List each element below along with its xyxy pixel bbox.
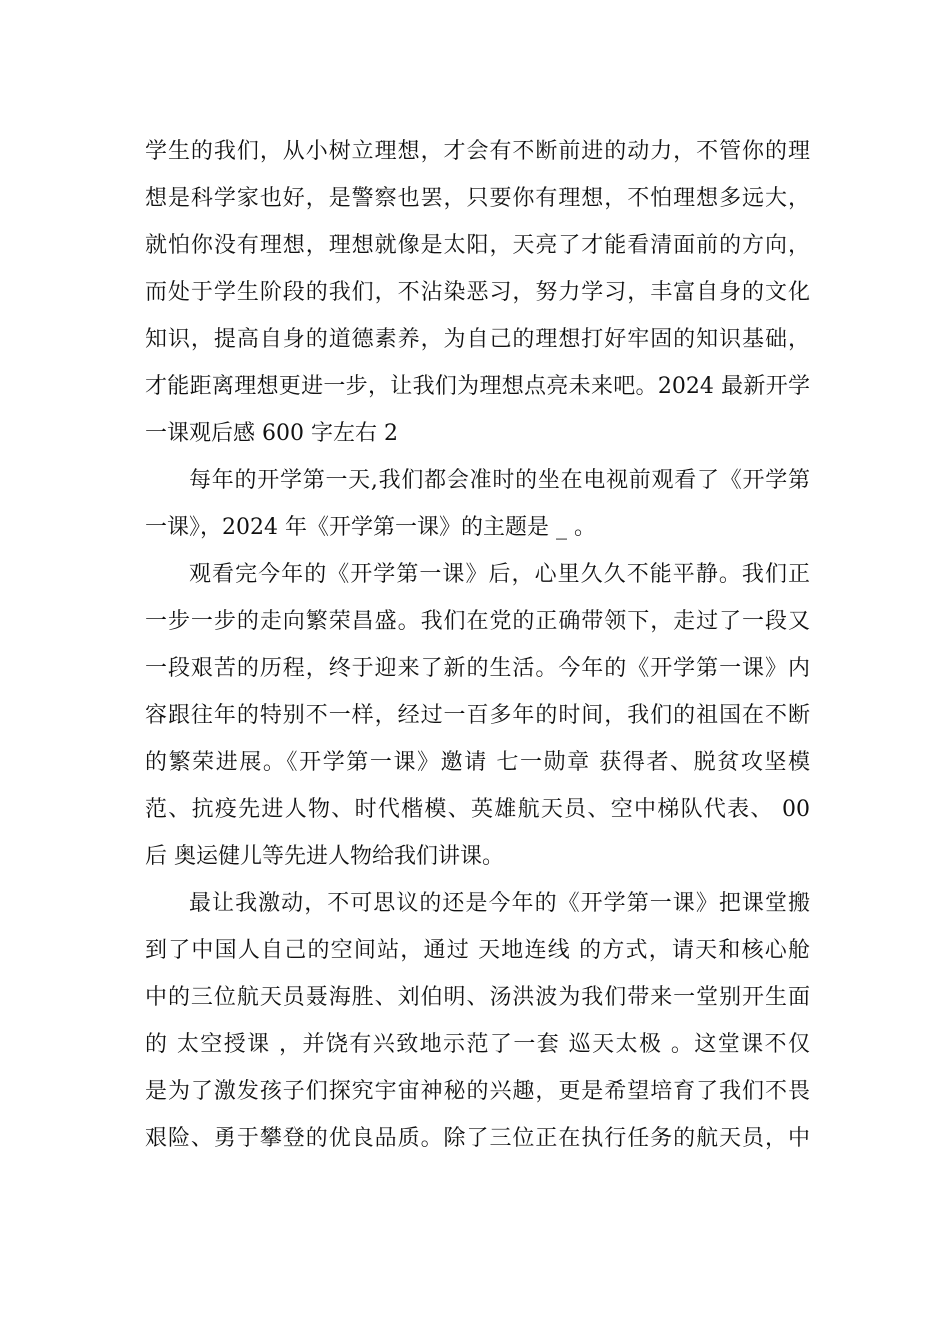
text-line: 到了中国人自己的空间站，通过 天地连线 的方式，请天和核心舱 bbox=[145, 938, 810, 963]
paragraph bbox=[145, 457, 810, 551]
text-line: 而处于学生阶段的我们，不沾染恶习，努力学习，丰富自身的文化 bbox=[145, 280, 810, 305]
text-line: 的繁荣进展。《开学第一课》邀请 七一勋章 获得者、脱贫攻坚模 bbox=[145, 750, 810, 775]
text-line: 的 太空授课 ，并饶有兴致地示范了一套 巡天太极 。这堂课不仅 bbox=[145, 1032, 810, 1057]
paragraph bbox=[145, 880, 810, 1162]
text-line: 一段艰苦的历程，终于迎来了新的生活。今年的《开学第一课》内 bbox=[145, 656, 810, 681]
text-line: 容跟往年的特别不一样，经过一百多年的时间，我们的祖国在不断 bbox=[145, 703, 810, 728]
text-line: 范、抗疫先进人物、时代楷模、英雄航天员、空中梯队代表、 00 bbox=[145, 797, 810, 822]
text-line: 知识，提高自身的道德素养，为自己的理想打好牢固的知识基础， bbox=[145, 327, 810, 352]
text-line: 中的三位航天员聂海胜、刘伯明、汤洪波为我们带来一堂别开生面 bbox=[145, 985, 810, 1010]
text-line: 是为了激发孩子们探究宇宙神秘的兴趣，更是希望培育了我们不畏 bbox=[145, 1079, 810, 1104]
text-line: 后 奥运健儿等先进人物给我们讲课。 bbox=[145, 844, 504, 869]
text-line: 最让我激动，不可思议的还是今年的《开学第一课》把课堂搬 bbox=[189, 891, 810, 916]
text-line: 想是科学家也好，是警察也罢，只要你有理想，不怕理想多远大， bbox=[145, 186, 810, 211]
text-line: 才能距离理想更进一步，让我们为理想点亮未来吧。2024 最新开学 bbox=[145, 374, 810, 399]
text-line: 艰险、勇于攀登的优良品质。除了三位正在执行任务的航天员，中 bbox=[145, 1126, 810, 1151]
text-line: 就怕你没有理想，理想就像是太阳，天亮了才能看清面前的方向， bbox=[145, 233, 810, 258]
text-line: 每年的开学第一天,我们都会准时的坐在电视前观看了《开学第 bbox=[189, 468, 810, 493]
text-line: 学生的我们，从小树立理想，才会有不断前进的动力，不管你的理 bbox=[145, 139, 810, 164]
paragraph bbox=[145, 128, 810, 457]
text-line: 观看完今年的《开学第一课》后，心里久久不能平静。我们正 bbox=[189, 562, 810, 587]
text-line: 一步一步的走向繁荣昌盛。我们在党的正确带领下，走过了一段又 bbox=[145, 609, 810, 634]
paragraph bbox=[145, 551, 810, 880]
text-line: 一课》，2024 年《开学第一课》的主题是 _ 。 bbox=[145, 515, 596, 540]
document-body bbox=[145, 128, 810, 1162]
text-line: 一课观后感 600 字左右 2 bbox=[145, 421, 398, 446]
